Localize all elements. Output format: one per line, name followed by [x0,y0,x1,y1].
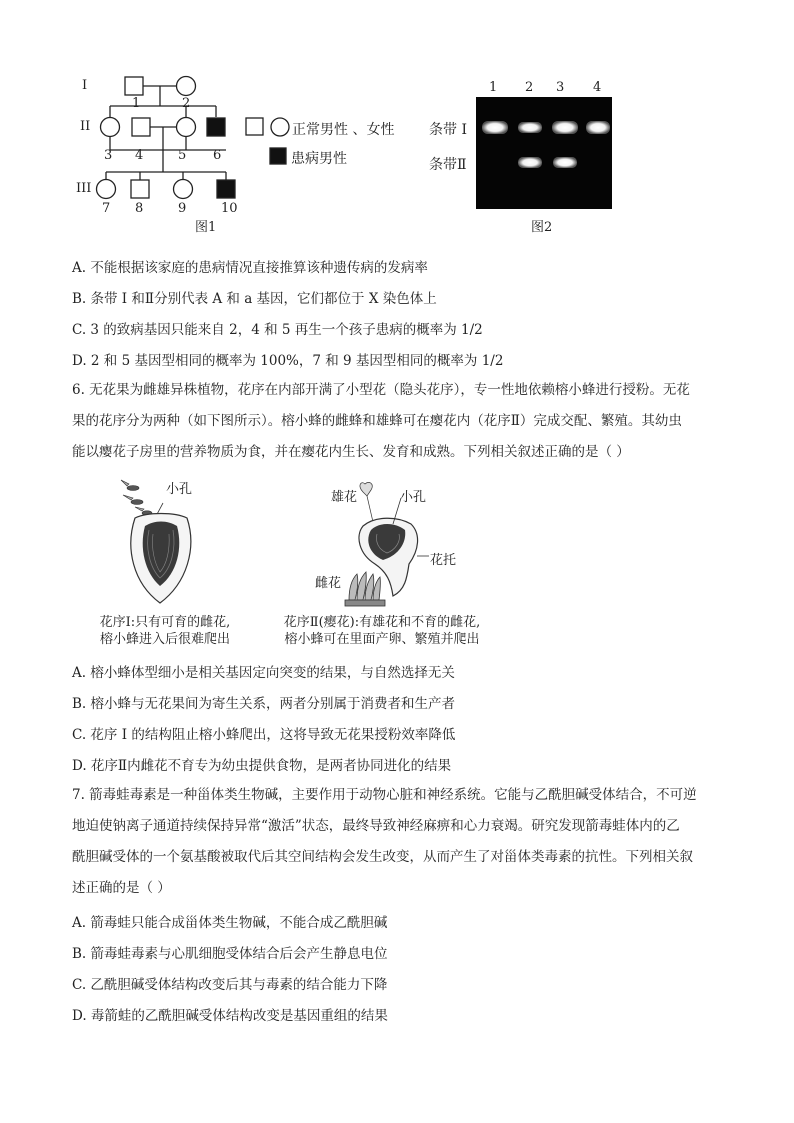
individual-8 [131,180,149,198]
individual-2 [177,77,196,96]
band-II-label: 条带Ⅱ [429,157,467,173]
legend-normal-text: 正常男性 、女性 [292,122,395,138]
individual-number-1: 1 [132,96,141,111]
band-I-lane-4 [586,121,610,134]
caption-line: 榕小蜂可在里面产卵、繁殖并爬出 [284,632,480,647]
q6-option-d: D. 花序Ⅱ内雌花不育专为幼虫提供食物，是两者协同进化的结果 [72,758,452,774]
receptacle-label: 花托 [430,553,457,568]
q7-option-a: A. 箭毒蛙只能合成甾体类生物碱，不能合成乙酰胆碱 [72,915,388,931]
caption-line: 花序I:只有可育的雌花, [99,615,231,630]
q7-stem-line: 7. 箭毒蛙毒素是一种甾体类生物碱，主要作用于动物心脏和神经系统。它能与乙酰胆碱受体结合，不可逆 [72,787,697,803]
individual-5 [177,118,196,137]
pedigree-figure [70,70,420,240]
individual-3 [101,118,120,137]
legend-affected-text: 患病男性 [291,151,347,167]
q6-option-a: A. 榕小蜂体型细小是相关基因定向突变的结果，与自然选择无关 [72,665,455,681]
individual-number-10: 10 [221,201,238,216]
q5-option-b: B. 条带 I 和Ⅱ分别代表 A 和 a 基因，它们都位于 X 染色体上 [72,291,437,307]
individual-number-3: 3 [104,148,113,163]
figure2-caption: 图2 [531,220,553,235]
q6-stem-line: 6. 无花果为雌雄异株植物，花序在内部开满了小型花（隐头花序），专一性地依赖榕小蜂进行授粉。无花 [72,382,690,398]
q6-stem [72,375,724,468]
individual-6 [207,118,225,136]
generation-label-3: III [76,181,92,196]
band-I-lane-1 [482,121,508,134]
q5-option-d: D. 2 和 5 基因型相同的概率为 100%，7 和 9 基因型相同的概率为 1/2 [72,353,504,369]
band-I-lane-2 [518,122,542,133]
band-II-lane-2 [518,157,542,168]
individual-7 [97,180,116,199]
band-I-lane-3 [552,121,578,134]
individual-9 [174,180,193,199]
q5-option-c: C. 3 的致病基因只能来自 2，4 和 5 再生一个孩子患病的概率为 1/2 [72,322,483,338]
legend-normal-male-symbol [246,118,263,135]
inflorescence-i-hole-label: 小孔 [166,482,193,497]
inflorescence-ii-caption [262,614,502,648]
individual-number-5: 5 [178,148,187,163]
male-flower-label: 雄花 [331,490,358,505]
inflorescence-i-caption [80,614,250,648]
band-II-lane-3 [553,157,577,168]
inflorescence-i-illustration [115,478,225,608]
q7-option-b: B. 箭毒蛙毒素与心肌细胞受体结合后会产生静息电位 [72,946,388,962]
individual-4 [132,118,150,136]
lane-label-4: 4 [593,80,602,95]
female-flower-label: 雌花 [315,576,342,591]
q6-option-b: B. 榕小蜂与无花果间为寄生关系，两者分别属于消费者和生产者 [72,696,456,712]
individual-10 [217,180,235,198]
q7-option-d: D. 毒箭蛙的乙酰胆碱受体结构改变是基因重组的结果 [72,1008,388,1024]
lane-label-1: 1 [489,80,498,95]
caption-line: 榕小蜂进入后很难爬出 [99,632,230,647]
legend-affected-male-symbol [270,148,286,164]
individual-number-4: 4 [135,148,144,163]
lane-label-3: 3 [556,80,565,95]
hole-label: 小孔 [400,490,427,505]
lane-label-2: 2 [525,80,534,95]
q7-stem-line: 酰胆碱受体的一个氨基酸被取代后其空间结构会发生改变，从而产生了对甾体类毒素的抗性。下列相关叙 [72,849,693,865]
q7-option-c: C. 乙酰胆碱受体结构改变后其与毒素的结合能力下降 [72,977,388,993]
q5-option-a: A. 不能根据该家庭的患病情况直接推算该种遗传病的发病率 [72,260,428,276]
individual-number-6: 6 [213,148,222,163]
q6-stem-line: 能以瘿花子房里的营养物质为食，并在瘿花内生长、发育和成熟。下列相关叙述正确的是（ ） [72,444,630,460]
individual-number-8: 8 [135,201,144,216]
generation-label-2: II [80,119,91,134]
q6-option-c: C. 花序 I 的结构阻止榕小蜂爬出，这将导致无花果授粉效率降低 [72,727,456,743]
individual-number-7: 7 [102,201,111,216]
figure1-caption: 图1 [195,220,217,235]
q7-stem-line: 述正确的是（ ） [72,880,171,896]
band-I-label: 条带 I [429,122,467,138]
caption-line: 花序Ⅱ(瘿花):有雄花和不育的雌花, [283,615,481,630]
individual-number-2: 2 [182,96,191,111]
legend-normal-female-symbol [271,118,289,136]
individual-number-9: 9 [178,201,187,216]
q7-stem-line: 地迫使钠离子通道持续保持异常“激活”状态，最终导致神经麻痹和心力衰竭。研究发现箭毒蛙体内的乙 [72,818,680,834]
q7-stem [72,780,724,904]
individual-1 [125,77,143,95]
generation-label-1: I [82,78,88,93]
q6-stem-line: 果的花序分为两种（如下图所示）。榕小蜂的雌蜂和雄蜂可在瘿花内（花序Ⅱ）完成交配、繁殖。其幼虫 [72,413,682,429]
electrophoresis-gel [476,97,612,209]
